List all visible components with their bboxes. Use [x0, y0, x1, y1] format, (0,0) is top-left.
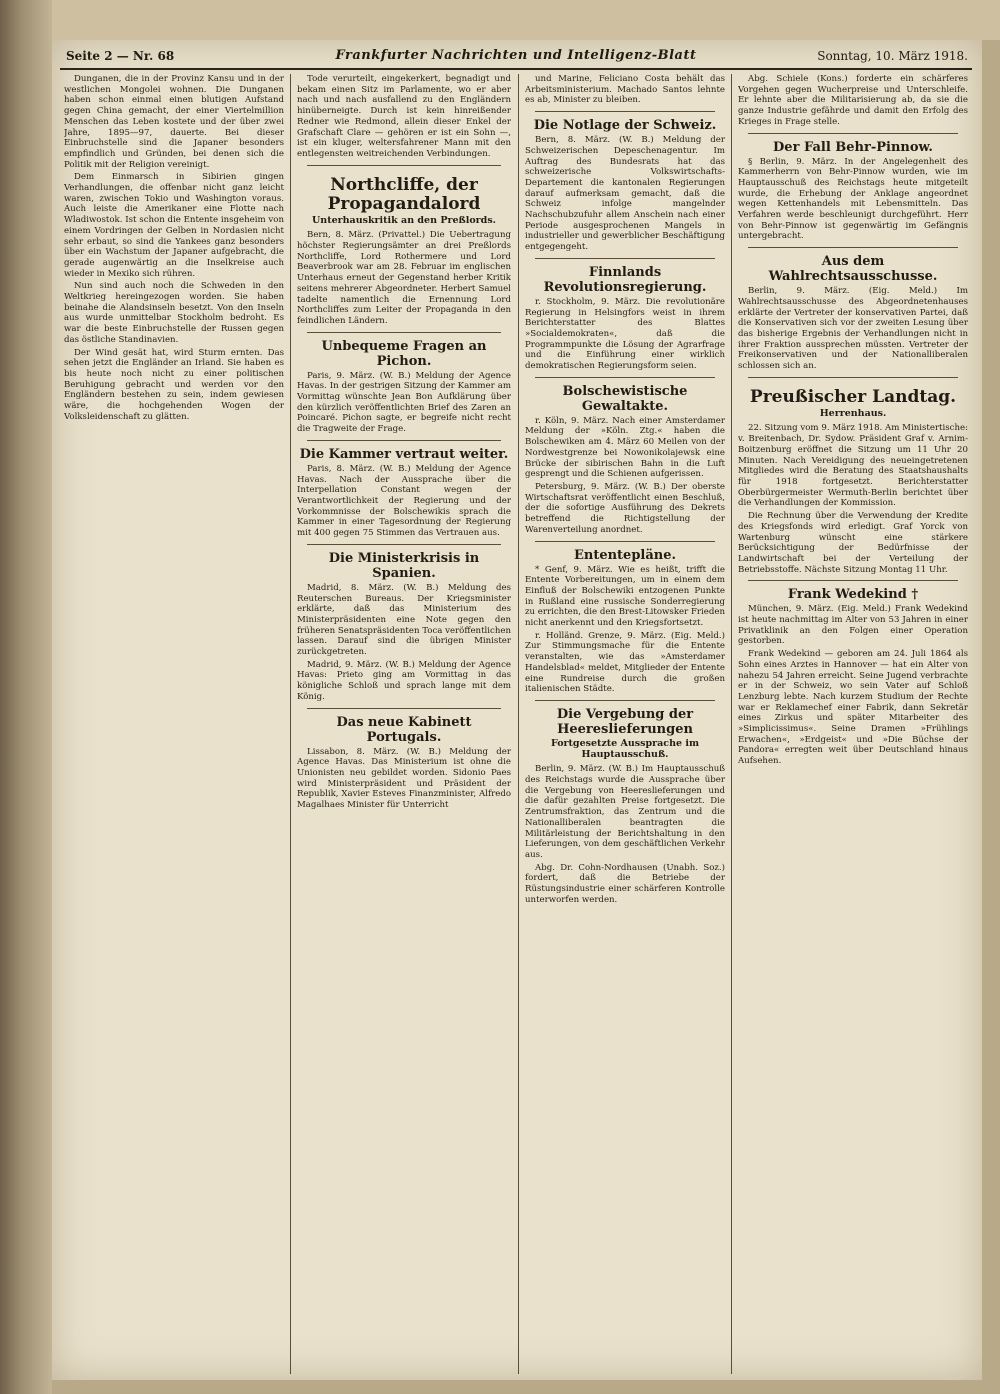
separator [748, 580, 958, 581]
subheadline: Fortgesetzte Aussprache im Hauptausschuß. [550, 737, 700, 760]
separator [748, 377, 958, 378]
separator [535, 541, 715, 542]
separator [535, 377, 715, 378]
article-paragraph: Berlin, 9. März. (Eig. Meld.) Im Wahlrechtsausschusse des Abgeordnetenhauses erklärte der Vertreter der konservativen Partei, daß die Konservativen sich vor der zweiten Lesung über das bisherige Ergebnis der Verhandlungen nicht in ihrer Fraktion aussprechen müssten. Vertreter der Freikonservativen und der Nationalliberalen schlossen sich an. [738, 286, 968, 372]
binding-gutter [0, 0, 52, 1394]
article-paragraph: Paris, 9. März. (W. B.) Meldung der Agence Havas. In der gestrigen Sitzung der Kammer am Vormittag wünschte Jean Bon Aufklärung über den kürzlich veröffentlichten Brief des Zaren an Poincaré. Pichon sagte, er begreife nicht recht die Tragweite der Frage. [297, 370, 511, 435]
article-paragraph: Madrid, 9. März. (W. B.) Meldung der Agence Havas: Prieto ging am Vormittag in das königliche Schloß und sprach lange mit dem König. [297, 659, 511, 702]
article-paragraph: Bern, 8. März. (Privattel.) Die Uebertragung höchster Regierungsämter an drei Preßlords Northcliffe, Lord Rothermere und Lord Beaverbrook war am 28. Februar im englischen Unterhaus erneut der Gegenstand herber Kritik seitens mehrerer Abgeordneter. Herbert Samuel tadelte namentlich die Ernennung Lord Northcliffes zum Leiter der Propaganda in den feindlichen Ländern. [297, 230, 511, 326]
separator [307, 708, 501, 709]
article-paragraph: Paris, 8. März. (W. B.) Meldung der Agence Havas. Nach der Aussprache über die Interpellation Constant wegen der Verantwortlichkeit der Regierung und der Vorkommnisse der Bolschewikis sprach die Kammer in einer Tagesordnung der Regierung mit 400 gegen 75 Stimmen das Vertrauen aus. [297, 463, 511, 539]
column-1 [64, 74, 284, 1374]
separator [307, 544, 501, 545]
headline-bolschewisten: Bolschewistische Gewaltakte. [562, 383, 688, 414]
subheadline: Herrenhaus. [819, 407, 887, 419]
separator [535, 700, 715, 701]
separator [535, 111, 715, 112]
column-2 [297, 74, 511, 1374]
article-paragraph: Dem Einmarsch in Sibirien gingen Verhandlungen, die offenbar nicht ganz leicht waren, zwischen Tokio und Washington voraus. Auch leiste die Amerikaner eine Flotte nach Wladiwostok. Ist schon die Entente insgeheim von einem Vordringen der Gelben in Nordasien nicht sehr erbaut, so sind die Yankees ganz besonders über ein Wachstum der Japaner aufgebracht, die gerade augenwärtig an die Inselkreise auch wieder in Mexiko sich rühren. [64, 172, 284, 279]
article-paragraph: Berlin, 9. März. (W. B.) Im Hauptausschuß des Reichstags wurde die Aussprache über die Vergebung von Heereslieferungen und die dafür gezahlten Preise fortgesetzt. Die Zentrumsfraktion, das Zentrum und die Nationalliberalen beantragten die Militärleistung der Berichtshaltung in den Lieferungen, von dem geschäftlichen Verkehr aus. [525, 764, 725, 860]
headline-finnland: Finnlands Revolutionsregierung. [543, 264, 707, 295]
headline-pichon: Unbequeme Fragen an Pichon. [321, 338, 487, 369]
article-paragraph: München, 9. März. (Eig. Meld.) Frank Wedekind ist heute nachmittag im Alter von 53 Jahren in einer Privatklinik an den Folgen einer Operation gestorben. [738, 604, 968, 647]
article-paragraph: Frank Wedekind — geboren am 24. Juli 1864 als Sohn eines Arztes in Hannover — hat ein Alter von nahezu 54 Jahren erreicht. Seine Jugend verbrachte er in der Schweiz, wo sein Vater auf Schloß Lenzburg lebte. Nach kurzem Studium der Rechte war er Reklamechef einer Fabrik, dann Sekretär eines Zirkus und später Mitarbeiter des »Simplicissimus«. Seine Dramen »Frühlings Erwachen«, »Erdgeist« und »Die Büchse der Pandora« erregten weit über Deutschland hinaus Aufsehen. [738, 649, 968, 767]
issue-date: Sonntag, 10. März 1918. [817, 49, 968, 63]
article-paragraph: Lissabon, 8. März. (W. B.) Meldung der Agence Havas. Das Ministerium ist ohne die Unionisten neu gebildet worden. Sidonio Paes wird Ministerpräsident und Präsident der Republik, Xavier Esteves Finanzminister, Alfredo Magalhaes Minister für Unterricht [297, 746, 511, 811]
article-paragraph: und Marine, Feliciano Costa behält das Arbeitsministerium. Machado Santos lehnte es ab, Minister zu bleiben. [525, 74, 725, 106]
separator [748, 133, 958, 134]
headline-northcliffe: Northcliffe, der Propagandalord [327, 174, 481, 214]
headline-schweiz: Die Notlage der Schweiz. [533, 118, 717, 134]
article-paragraph: Madrid, 8. März. (W. B.) Meldung des Reuterschen Bureaus. Der Kriegsminister erklärte, daß das Ministerium des Ministerpräsidenten eine Note gegen den früheren Senatspräsidenten Toca veröffentlichen lassen. Darauf sind die übrigen Minister zurückgetreten. [297, 582, 511, 658]
page-number: Seite 2 — Nr. 68 [66, 49, 175, 63]
column-rule [518, 74, 519, 1374]
article-paragraph: 22. Sitzung vom 9. März 1918. Am Ministertische: v. Breitenbach, Dr. Sydow. Präsident Graf v. Arnim-Boitzenburg eröffnet die Sitzung um 11 Uhr 20 Minuten. Nach Vereidigung des neueingetretenen Mitgliedes wird die Beratung des Staatshaushalts für 1918 fortgesetzt. Berichterstatter Oberbürgermeister Wermuth-Berlin berichtet über die Verhandlungen der Kommission. [738, 423, 968, 509]
separator [307, 332, 501, 333]
column-4 [738, 74, 968, 1374]
article-paragraph: r. Stockholm, 9. März. Die revolutionäre Regierung in Helsingfors weist in ihrem Berichterstatter des Blattes »Socialdemokraten«, daß die Programmpunkte die Lösung der Agrarfrage und die Einführung einer wirklich demokratischen Regierungsform seien. [525, 296, 725, 372]
article-paragraph: Nun sind auch noch die Schweden in den Weltkrieg hereingezogen worden. Sie haben beinahe die Alandsinseln besetzt. Von den Inseln aus wurde unmittelbar Stockholm bedroht. Es war die beste Einbruchstelle der Russen gegen das östliche Standinavien. [64, 281, 284, 345]
column-rule [731, 74, 732, 1374]
headline-portugal: Das neue Kabinett Portugals. [336, 714, 472, 745]
article-paragraph: Bern, 8. März. (W. B.) Meldung der Schweizerischen Depeschenagentur. Im Auftrag des Bundesrats hat das schweizerische Volkswirtschafts-Departement die kantonalen Regierungen darauf aufmerksam gemacht, daß die Schweiz infolge mangelnder Nachschubzufuhr allem Anschein nach einer Periode ausgesprochenen Mangels in industrieller und gewerblicher Beschäftigung entgegengeht. [525, 135, 725, 253]
separator [307, 165, 501, 166]
article-paragraph: Abg. Schiele (Kons.) forderte ein schärferes Vorgehen gegen Wucherpreise und Unterschleife. Er lehnte aber die Militarisierung ab, da sie die ganze Industrie gefährde und damit den Erfolg des Krieges in Frage stelle. [738, 74, 968, 127]
headline-kammer: Die Kammer vertraut weiter. [299, 446, 509, 462]
newspaper-title: Frankfurter Nachrichten und Intelligenz-Blatt [335, 48, 697, 63]
article-paragraph: Der Wind gesät hat, wird Sturm ernten. Das sehen jetzt die Engländer an Irland. Sie haben es bis heute noch nicht zu einer politischen Beruhigung gebracht und werden vor den Engländern bestehen zu sein, indem gewiesen wäre, die hochgehenden Wogen der Volksleidenschaft zu glätten. [64, 347, 284, 422]
article-paragraph: Dunganen, die in der Provinz Kansu und in der westlichen Mongolei wohnen. Die Dunganen haben schon einmal einen blutigen Aufstand gegen China gemacht, der einer Viertelmillion Menschen das Leben kostete und der über zwei Jahre, 1895—97, dauerte. Bei dieser Einbruchstelle sind die Japaner besonders empfindlich und Gründen, bei denen sich die Politik mit der Religion vereinigt. [64, 74, 284, 170]
article-paragraph: Abg. Dr. Cohn-Nordhausen (Unabh. Soz.) fordert, daß die Betriebe der Rüstungsindustrie einer schärferen Kontrolle unterworfen werden. [525, 862, 725, 905]
separator [307, 440, 501, 441]
headline-heereslieferungen: Die Vergebung der Heereslieferungen [556, 706, 694, 737]
separator [748, 247, 958, 248]
column-rule [290, 74, 291, 1374]
headline-wedekind: Frank Wedekind † [787, 587, 919, 603]
headline-behr-pinnow: Der Fall Behr-Pinnow. [773, 139, 933, 155]
page-top-shadow [52, 0, 1000, 40]
headline-wahlrecht: Aus dem Wahlrechtsausschusse. [768, 254, 938, 285]
article-paragraph: § Berlin, 9. März. In der Angelegenheit des Kammerherrn von Behr-Pinnow wurden, wie im Hauptausschuß des Reichstags heute mitgeteilt wurde, die Erhebung der Anklage angeordnet wegen Kettenhandels mit Lebensmitteln. Das Verfahren werde beschleunigt durchgeführt. Herr von Behr-Pinnow ist gegenwärtig im Gefängnis untergebracht. [738, 156, 968, 242]
subheadline: Unterhauskritik an den Preßlords. [312, 214, 496, 226]
article-paragraph: Die Rechnung über die Verwendung der Kredite des Kriegsfonds wird erledigt. Graf Yorck von Wartenburg wünscht eine stärkere Berücksichtigung der Bedürfnisse der Landwirtschaft bei der Verteilung der Betriebsstoffe. Nächste Sitzung Montag 11 Uhr. [738, 511, 968, 575]
separator [535, 258, 715, 259]
column-3 [525, 74, 725, 1374]
article-paragraph: r. Holländ. Grenze, 9. März. (Eig. Meld.) Zur Stimmungsmache für die Entente veranstalten, wie das »Amsterdamer Handelsblad« meldet, Mitglieder der Entente eine Rundreise durch die großen italienischen Städte. [525, 630, 725, 695]
article-paragraph: * Genf, 9. März. Wie es heißt, trifft die Entente Vorbereitungen, um in einem dem Einfluß der Bolschewiki entzogenen Punkte in Rußland eine russische Sonderregierung zu errichten, die den Brest-Litowsker Frieden nicht anerkennt und den Kriegsfortsetzt. [525, 564, 725, 629]
headline-entente: Ententepläne. [573, 547, 677, 563]
headline-landtag: Preußischer Landtag. [749, 386, 957, 407]
article-paragraph: Tode verurteilt, eingekerkert, begnadigt und bekam einen Sitz im Parlamente, wo er aber nach und nach ausfallend zu den Engländern hinüberneigte. Durch ist kein hinreißender Redner wie Redmond, allein dieser Enkel der Grafschaft Clare — gehören er ist ein Sohn —, ist ein kluger, weltersfahrener Mann mit den entlegensten weitreichenden Verbindungen. [297, 74, 511, 159]
article-paragraph: Petersburg, 9. März. (W. B.) Der oberste Wirtschaftsrat veröffentlicht einen Beschluß, der die sofortige Ausführung des Dekrets betreffend die Richtigstellung der Warenverteilung anordnet. [525, 481, 725, 535]
headline-spanien: Die Ministerkrisis in Spanien. [328, 550, 480, 581]
article-paragraph: r. Köln, 9. März. Nach einer Amsterdamer Meldung der »Köln. Ztg.« haben die Bolschewiken am 4. März 60 Meilen von der Nordwestgrenze bei Nowonikolajewsk eine Brücke der sibirischen Bahn in die Luft gesprengt und die Schienen aufgerissen. [525, 415, 725, 480]
page-header [60, 46, 972, 70]
